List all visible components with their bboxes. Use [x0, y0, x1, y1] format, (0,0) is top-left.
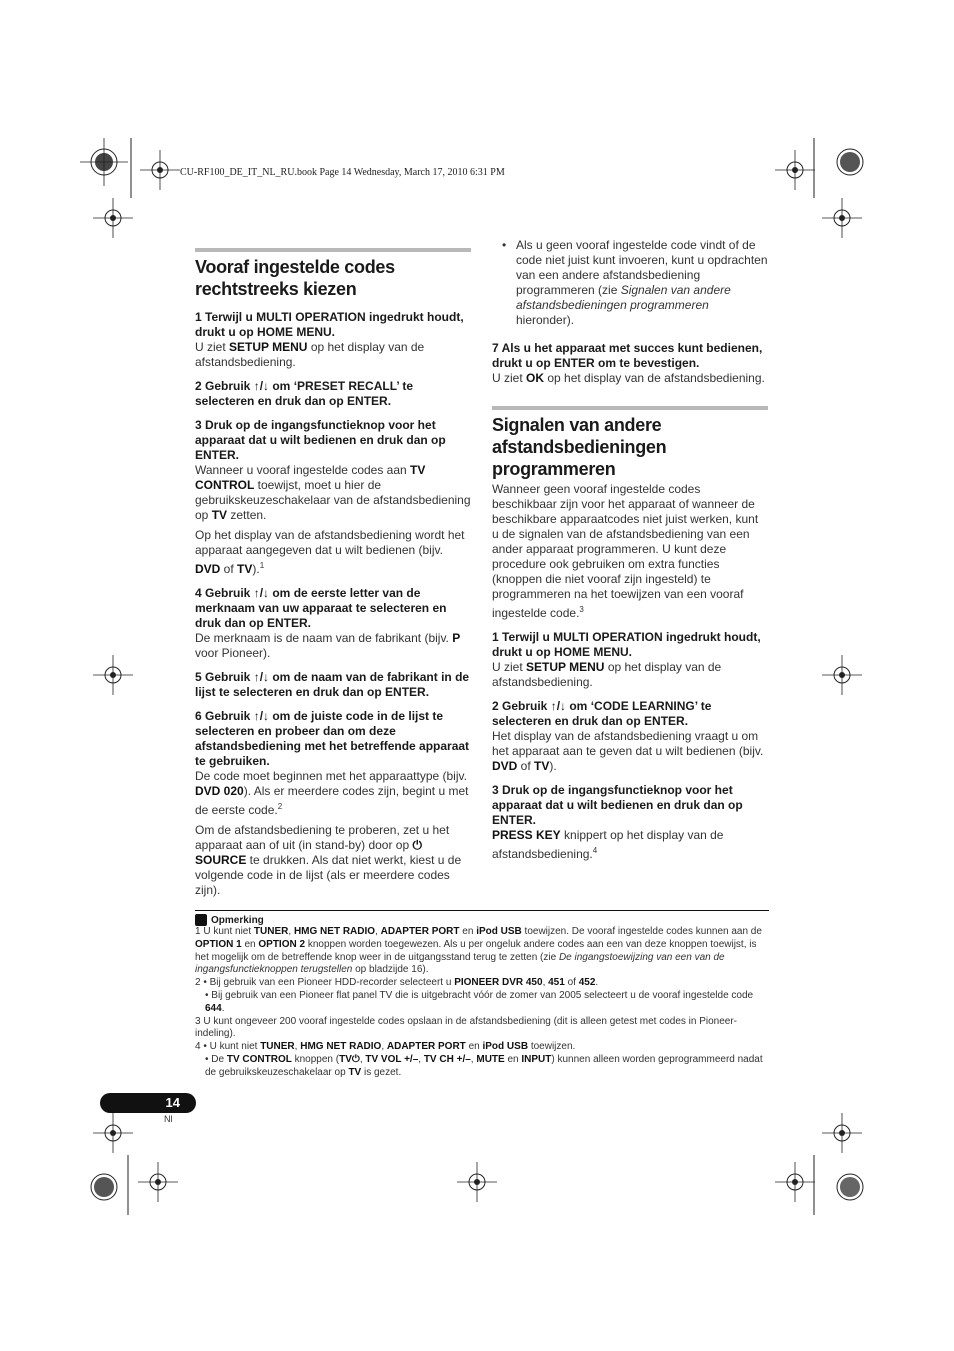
- crosshair-right-middle-icon: [822, 655, 862, 695]
- registration-mark-top-right-icon: [812, 138, 872, 198]
- step-4: 4 Gebruik ↑/↓ om de eerste letter van de merknaam van uw apparaat te selecteren en druk dan op ENTER.: [195, 586, 447, 630]
- file-info-header: CU-RF100_DE_IT_NL_RU.book Page 14 Wednesday, March 17, 2010 6:31 PM: [180, 167, 505, 178]
- crosshair-top-right-icon: [775, 150, 815, 190]
- step-7: 7 Als u het apparaat met succes kunt bedienen, drukt u op ENTER om te bevestigen.: [492, 341, 763, 370]
- step-4-text: De merknaam is de naam van de fabrikant (bijv. P voor Pioneer).: [195, 631, 461, 660]
- crosshair-right-upper-icon: [822, 198, 862, 238]
- crosshair-left-lower-icon: [93, 1113, 133, 1153]
- note-1: 1 U kunt niet TUNER, HMG NET RADIO, ADAPTER PORT en iPod USB toewijzen. De vooraf ingestelde codes kunnen aan de OPTION 1 en OPTION 2 knoppen worden toegewezen. Als u per ongeluk andere codes aan een van deze knoppen toewijst, is het mogelijk om de betreffende knop weer in de uitgangsstand terug te zetten (zie De ingangstoewijzing van een van de ingangsfunctieknoppen terugstellen op bladzijde 16).: [195, 926, 762, 976]
- notes-section: [195, 910, 769, 1080]
- learning-intro: Wanneer geen vooraf ingestelde codes beschikbaar zijn voor het apparaat of wanneer de beschikbare apparaatcodes niet juist werken, kunt u de signalen van de afstandsbediening van een ander apparaat programmeren. U kunt deze procedure ook gebruiken om extra functies (knoppen die niet vooraf zijn ingesteld) te programmeren na het toewijzen van een vooraf ingestelde code.$^3$: [492, 482, 759, 620]
- step-3-text: Wanneer u vooraf ingestelde codes aan TV CONTROL toewijst, moet u hier de gebruikskeuzeschakelaar van de afstandsbediening op TV zetten.: [195, 463, 471, 522]
- note-4a: 4 • U kunt niet TUNER, HMG NET RADIO, ADAPTER PORT en iPod USB toewijzen.: [195, 1041, 576, 1053]
- footnote-ref-4: 4: [592, 846, 598, 855]
- note-4b: • De TV CONTROL knoppen (TV⏻, TV VOL +/–, TV CH +/–, MUTE en INPUT) kunnen alleen worden geprogrammeerd nadat de gebruikskeuzeschakelaar op TV is gezet.: [205, 1053, 763, 1078]
- learning-step-2: 2 Gebruik ↑/↓ om ‘CODE LEARNING’ te selecteren en druk dan op ENTER.: [492, 699, 712, 728]
- registration-mark-bottom-right-icon: [812, 1155, 872, 1215]
- learning-step-3-text: PRESS KEY knippert op het display van de afstandsbediening.$^4$: [492, 828, 724, 861]
- learning-step-1: 1 Terwijl u MULTI OPERATION ingedrukt houdt, drukt u op HOME MENU.: [492, 630, 761, 659]
- step-3-text-2: Op het display van de afstandsbediening wordt het apparaat aangegeven dat u wilt bedienen (bijv. DVD of TV).$^1$: [195, 528, 465, 576]
- step-2: 2 Gebruik ↑/↓ om ‘PRESET RECALL’ te selecteren en druk dan op ENTER.: [195, 379, 414, 408]
- section-divider: [195, 248, 471, 252]
- step-3: 3 Druk op de ingangsfunctieknop voor het apparaat dat u wilt bedienen en druk dan op ENTER.: [195, 418, 446, 462]
- step-6-text: De code moet beginnen met het apparaattype (bijv. DVD 020). Als er meerdere codes zijn, begint u met de eerste code.$^2$: [195, 769, 469, 817]
- note-2b: • Bij gebruik van een Pioneer flat panel TV die is uitgebracht vóór de zomer van 2005 selecteert u de vooraf ingestelde code 644.: [205, 989, 754, 1014]
- footnote-ref-1: 1: [259, 561, 265, 570]
- notes-heading: Opmerking: [195, 914, 769, 926]
- note-pencil-icon: [195, 914, 207, 926]
- crosshair-bottom-right-icon: [775, 1162, 815, 1202]
- step-5: 5 Gebruik ↑/↓ om de naam van de fabrikant in de lijst te selecteren en druk dan op ENTER.: [195, 670, 470, 699]
- footnote-ref-3: 3: [579, 605, 584, 614]
- bullet-no-preset-code: • Als u geen vooraf ingestelde code vindt of de code niet juist kunt invoeren, kunt u opdrachten van een andere afstandsbediening programmeren (zie Signalen van andere afstandsbedieningen programmeren hieronder).: [492, 238, 768, 328]
- learning-step-3: 3 Druk op de ingangsfunctieknop voor het apparaat dat u wilt bedienen en druk dan op ENTER.: [492, 783, 743, 827]
- crosshair-bottom-center-icon: [457, 1162, 497, 1202]
- registration-mark-bottom-left-icon: [76, 1155, 136, 1215]
- section-title-preset-codes: Vooraf ingestelde codes rechtstreeks kiezen: [195, 257, 395, 299]
- step-6: 6 Gebruik ↑/↓ om de juiste code in de lijst te selecteren en probeer dan om deze afstandsbediening met het betreffende apparaat te gebruiken.: [195, 709, 470, 768]
- page-number-tab: 14: [100, 1093, 196, 1113]
- section-title-learning: Signalen van andere afstandsbedieningen programmeren: [492, 415, 667, 479]
- step-1: 1 Terwijl u MULTI OPERATION ingedrukt houdt, drukt u op HOME MENU.: [195, 310, 464, 339]
- learning-step-1-text: U ziet SETUP MENU op het display van de afstandsbediening.: [492, 660, 722, 689]
- page-language: Nl: [164, 1114, 173, 1124]
- step-6-text-2: Om de afstandsbediening te proberen, zet u het apparaat aan of uit (in stand-by) door op ⏻ SOURCE te drukken. Als dat niet werkt, kiest u de volgende code in de lijst (als er meerdere codes zijn).: [195, 823, 462, 897]
- left-column: [195, 248, 471, 898]
- note-3: 3 U kunt ongeveer 200 vooraf ingestelde codes opslaan in de afstandsbediening (dit is alleen getest met codes in Pioneer-indeling).: [195, 1015, 738, 1040]
- crosshair-bottom-left-icon: [138, 1162, 178, 1202]
- learning-step-2-text: Het display van de afstandsbediening vraagt u om het apparaat aan te geven dat u wilt bedienen (bijv. DVD of TV).: [492, 729, 764, 773]
- section-divider-2: [492, 406, 768, 410]
- right-column: [492, 238, 768, 862]
- crosshair-top-left-icon: [140, 150, 180, 190]
- step-1-text: U ziet SETUP MENU op het display van de afstandsbediening.: [195, 340, 425, 369]
- step-7-text: U ziet OK op het display van de afstandsbediening.: [492, 371, 765, 385]
- footnote-ref-2: 2: [277, 802, 283, 811]
- note-2a: 2 • Bij gebruik van een Pioneer HDD-recorder selecteert u PIONEER DVR 450, 451 of 452.: [195, 977, 599, 989]
- crosshair-right-lower-icon: [822, 1113, 862, 1153]
- registration-mark-top-left-icon: [76, 138, 136, 198]
- crosshair-left-middle-icon: [93, 655, 133, 695]
- crosshair-left-upper-icon: [93, 198, 133, 238]
